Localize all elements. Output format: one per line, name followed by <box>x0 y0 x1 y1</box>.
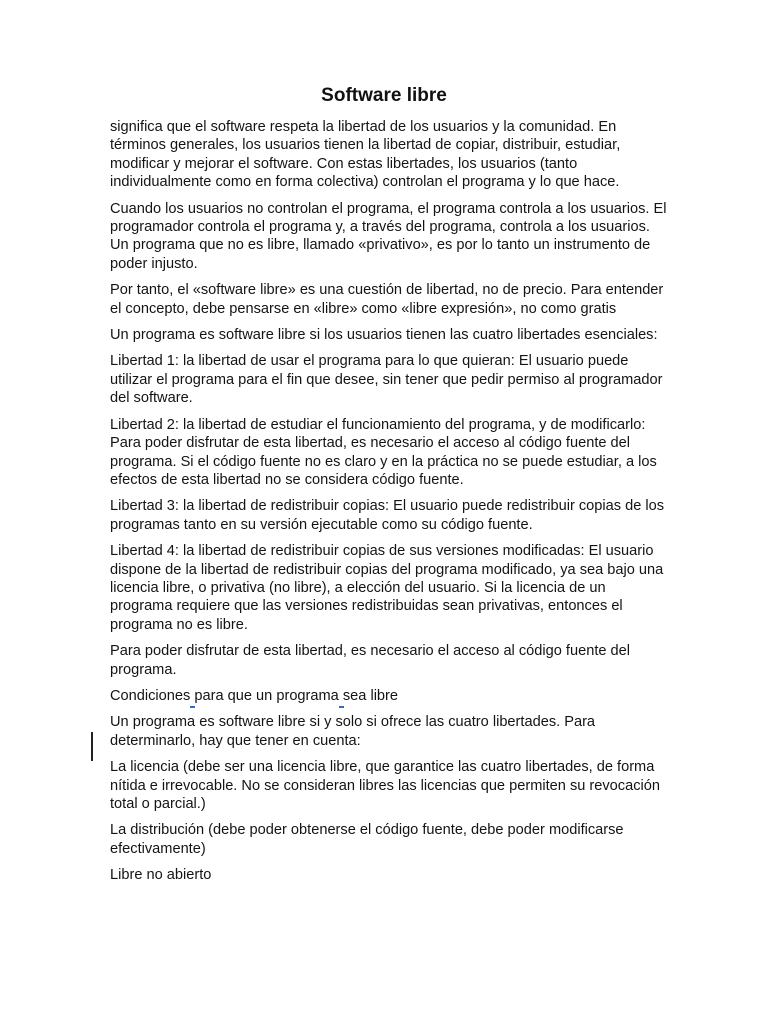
program-word: programa <box>276 687 339 704</box>
conditions-text-part: para que un <box>190 687 277 704</box>
paragraph-freedom-not-price: Por tanto, el «software libre» es una cuestión de libertad, no de precio. Para entender el concepto, debe pensarse en «libre» como «libre expresión», no como gratis <box>110 282 664 317</box>
paragraph-distribution: La distribución (debe poder obtenerse el código fuente, debe poder modificarse efectivamente) <box>110 822 624 857</box>
paragraph-free-not-open: Libre no abierto <box>110 867 212 884</box>
paragraph-freedom-3: Libertad 3: la libertad de redistribuir copias: El usuario puede redistribuir copias de los programas tanto en su versión ejecutable como su código fuente. <box>110 498 665 533</box>
paragraph-freedom-2: Libertad 2: la libertad de estudiar el funcionamiento del programa, y de modificarlo: Para poder disfrutar de esta libertad, es necesario el acceso al código fuente del programa. Si el código fuente no es claro y en la práctica no se puede estudiar, a los efectos de esta libertad no se considera código fuente. <box>110 416 657 488</box>
page-title: Software libre <box>321 85 447 106</box>
document-body <box>110 118 670 893</box>
paragraph-determine: Un programa es software libre si y solo si ofrece las cuatro libertades. Para determinarlo, hay que tener en cuenta: <box>110 714 596 749</box>
paragraph-license: La licencia (debe ser una licencia libre, que garantice las cuatro libertades, de forma nítida e irrevocable. No se consideran libres las licencias que permiten su revocación total o parcial.) <box>110 759 660 812</box>
paragraph-four-freedoms: Un programa es software libre si los usuarios tienen las cuatro libertades esenciales: <box>110 327 658 344</box>
conditions-word: Condiciones <box>110 687 191 704</box>
conditions-heading <box>110 687 670 705</box>
paragraph-intro: significa que el software respeta la libertad de los usuarios y la comunidad. En términos generales, los usuarios tienen la libertad de copiar, distribuir, estudiar, modificar y mejorar el software. Con estas libertades, los usuarios (tanto individualmente como en forma colectiva) controlan el programa y lo que hace. <box>110 119 621 191</box>
paragraph-control: Cuando los usuarios no controlan el programa, el programa controla a los usuarios. El programador controla el programa y, a través del programa, controla a los usuarios. Un programa que no es libre, llamado «privativo», es por lo tanto un instrumento de poder injusto. <box>110 200 667 272</box>
paragraph-freedom-1: Libertad 1: la libertad de usar el programa para lo que quieran: El usuario puede utilizar el programa para el fin que desee, sin tener que pedir permiso al programador del software. <box>110 353 663 407</box>
paragraph-freedom-4: Libertad 4: la libertad de redistribuir copias de sus versiones modificadas: El usuario dispone de la libertad de redistribuir copias del programa modificado, ya sea bajo una licencia libre, o privativa (no libre), a elección del usuario. Si la licencia de un programa requiere que las versiones redistribuidas sean privativas, entonces el programa no es libre. <box>110 543 664 633</box>
paragraph-source-access: Para poder disfrutar de esta libertad, es necesario el acceso al código fuente del programa. <box>110 643 631 678</box>
text-cursor-bar <box>91 732 93 761</box>
conditions-text-end: sea libre <box>338 687 399 704</box>
